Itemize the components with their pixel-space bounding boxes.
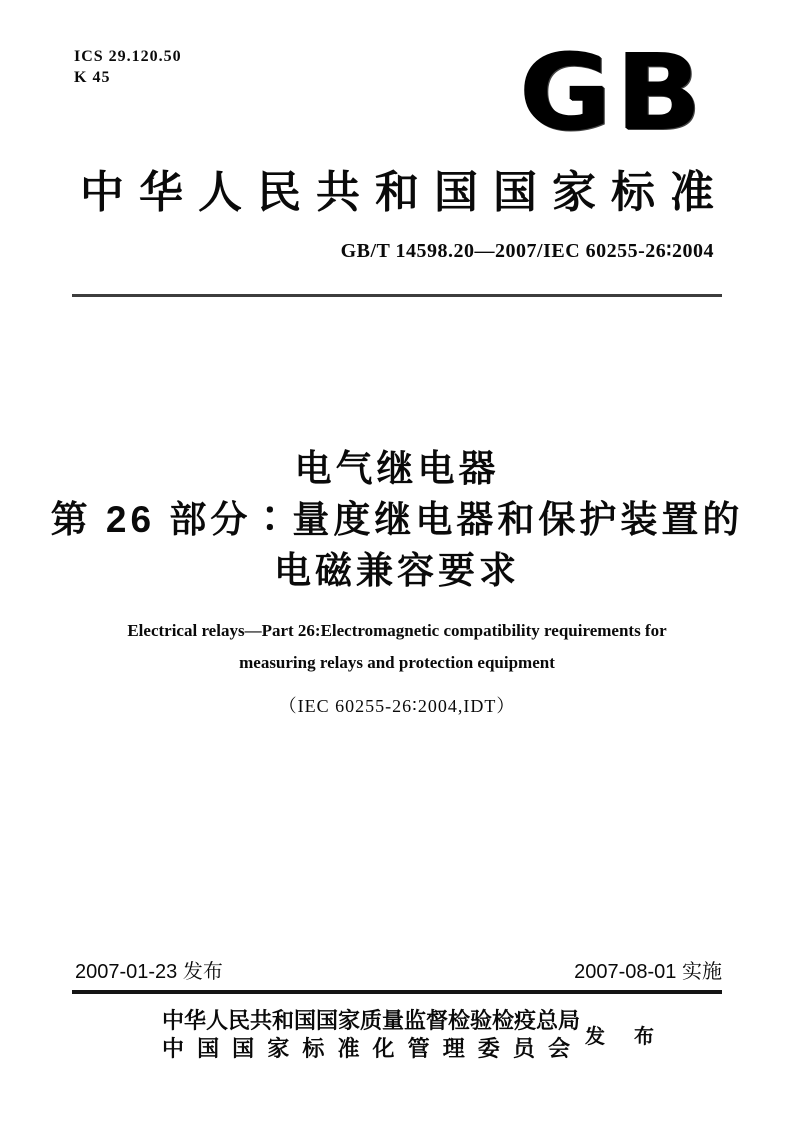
dates-row <box>75 955 722 984</box>
issuing-body-1: 中华人民共和国国家质量监督检验检疫总局 <box>162 1008 581 1033</box>
title-cn-line-1: 电气继电器 <box>294 448 500 489</box>
title-cn-line-3: 电磁兼容要求 <box>274 550 520 591</box>
gb-logo: GB <box>518 31 706 153</box>
issuing-body-2: 中国国家标准化管理委员会 <box>162 1036 572 1061</box>
title-chinese <box>0 443 794 596</box>
issue-date: 2007-01-23 发布 <box>75 961 223 983</box>
publish-label: 发 布 <box>585 1026 666 1048</box>
ics-codes <box>74 46 182 88</box>
idt-note: （IEC 60255-26∶2004,IDT） <box>278 696 516 716</box>
title-en-line-1: Electrical relays—Part 26:Electromagnetic compatibility requirements for <box>127 621 667 640</box>
title-cn-line-2: 第 26 部分∶量度继电器和保护装置的 <box>50 499 744 540</box>
standard-number: GB/T 14598.20—2007/IEC 60255-26∶2004 <box>340 240 714 262</box>
footer-divider-line <box>72 990 722 994</box>
issuing-bodies <box>162 1007 581 1063</box>
ics-code: ICS 29.120.50 <box>74 48 182 65</box>
national-standard-heading: 中华人民共和国国家标准 <box>80 168 729 217</box>
header-divider-line <box>72 294 722 297</box>
title-english <box>0 615 794 679</box>
title-en-line-2: measuring relays and protection equipment <box>239 653 555 672</box>
implementation-date: 2007-08-01 实施 <box>574 961 722 983</box>
classification-code: K 45 <box>74 69 111 86</box>
